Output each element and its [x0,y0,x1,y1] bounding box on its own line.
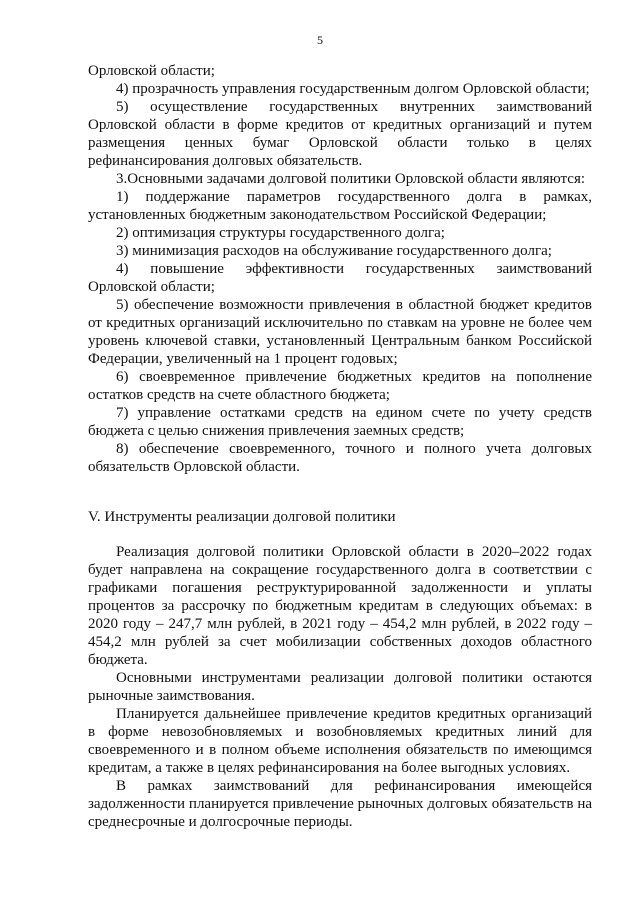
task-item-5: 5) обеспечение возможности привлечения в областной бюджет кредитов от кредитных организаций исключительно по ставкам на уровне не более чем уровень ключевой ставки, установленный Центральным банком Российской Федерации, увеличенный на 1 процент годовых; [88,297,592,367]
task-list-block [88,62,592,476]
task-item-4: 4) повышение эффективности государственных заимствований Орловской области; [88,261,592,295]
document-body [88,62,592,831]
section-paragraph-1: Реализация долговой политики Орловской области в 2020–2022 годах будет направлена на сокращение государственного долга в соответствии с графиками погашения реструктурированной задолженности и уплаты процентов за рассрочку по бюджетным кредитам в следующих объемах: в 2020 году – 247,7 млн рублей, в 2021 году – 454,2 млн рублей, в 2022 году – 454,2 млн рублей за счет мобилизации собственных доходов областного бюджета. [88,544,592,668]
section-heading: V. Инструменты реализации долговой политики [88,509,396,525]
task-item-8: 8) обеспечение своевременного, точного и полного учета долговых обязательств Орловской области. [88,441,592,475]
section-paragraph-3: Планируется дальнейшее привлечение кредитов кредитных организаций в форме невозобновляемых и возобновляемых кредитных линий для своевременного и в полном объеме исполнения обязательств по имеющимся кредитам, а также в целях рефинансирования на более выгодных условиях. [88,706,592,776]
task-item-1: 1) поддержание параметров государственного долга в рамках, установленных бюджетным законодательством Российской Федерации; [88,189,592,223]
task-item-6: 6) своевременное привлечение бюджетных кредитов на пополнение остатков средств на счете областного бюджета; [88,369,592,403]
task-item-7: 7) управление остатками средств на едином счете по учету средств бюджета с целью снижения привлечения заемных средств; [88,405,592,439]
task-item-2: 2) оптимизация структуры государственного долга; [116,225,445,241]
section-paragraph-2: Основными инструментами реализации долговой политики остаются рыночные заимствования. [88,670,592,704]
section-paragraph-4: В рамках заимствований для рефинансирования имеющейся задолженности планируется привлечение рыночных долговых обязательств на среднесрочные и долгосрочные периоды. [88,778,592,830]
principle-item-4: 4) прозрачность управления государственным долгом Орловской области; [116,81,590,97]
paragraph-continuation: Орловской области; [88,63,215,79]
section-heading-block [88,508,592,526]
section-body [88,543,592,831]
tasks-intro: 3.Основными задачами долговой политики Орловской области являются: [116,171,586,187]
page-number: 5 [317,33,323,47]
task-item-3: 3) минимизация расходов на обслуживание государственного долга; [116,243,552,259]
principle-item-5: 5) осуществление государственных внутренних заимствований Орловской области в форме кредитов от кредитных организаций и путем размещения ценных бумаг Орловской области только в целях рефинансирования долговых обязательств. [88,99,592,169]
